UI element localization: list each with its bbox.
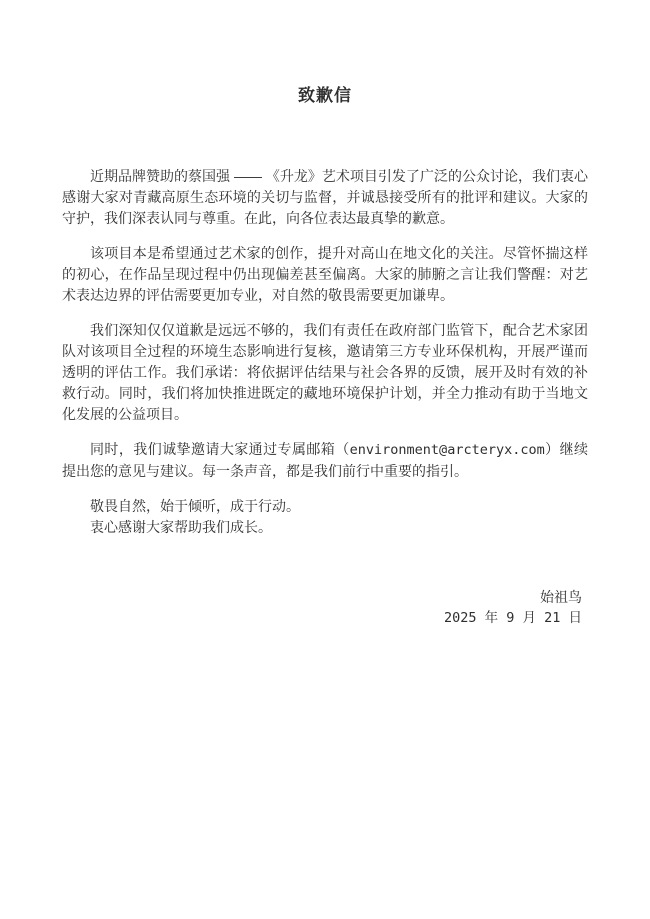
paragraph-intro: 近期品牌赞助的蔡国强 —— 《升龙》艺术项目引发了广泛的公众讨论，我们衷心感谢大家对青藏高原生态环境的关切与监督，并诚恳接受所有的批评和建议。大家的守护，我们深表认同与尊重。在此，向各位表达最真挚的歉意。 <box>62 168 588 226</box>
paragraph-reflection: 该项目本是希望通过艺术家的创作，提升对高山在地文化的关注。尽管怀揣这样的初心，在作品呈现过程中仍出现偏差甚至偏离。大家的肺腑之言让我们警醒：对艺术表达边界的评估需要更加专业，对自然的敬畏需要更加谦卑。 <box>62 245 588 303</box>
feedback-text-after: ）继续提出您的意见与建议。每一条声音，都是我们前行中重要的指引。 <box>62 441 589 479</box>
closing-lines <box>62 496 588 538</box>
feedback-text-before: 同时，我们诚挚邀请大家通过专属邮箱（ <box>90 441 350 457</box>
feedback-email: environment@arcteryx.com <box>349 442 545 458</box>
signature-date: 2025 年 9 月 21 日 <box>443 610 582 626</box>
closing-line-thanks: 衷心感谢大家帮助我们成长。 <box>90 519 272 535</box>
paragraph-feedback <box>62 439 588 482</box>
letter-body <box>62 166 588 629</box>
letter-title: 致歉信 <box>298 86 352 105</box>
signature-block <box>62 587 588 629</box>
closing-line-nature: 敬畏自然，始于倾听，成于行动。 <box>90 498 300 514</box>
paragraph-commitment: 我们深知仅仅道歉是远远不够的，我们有责任在政府部门监管下，配合艺术家团队对该项目全过程的环境生态影响进行复核，邀请第三方专业环保机构，开展严谨而透明的评估工作。我们承诺：将依据评估结果与社会各界的反馈，展开及时有效的补救行动。同时，我们将加快推进既定的藏地环境保护计划，并全力推动有助于当地文化发展的公益项目。 <box>62 322 588 422</box>
signature-name: 始祖鸟 <box>540 589 582 605</box>
